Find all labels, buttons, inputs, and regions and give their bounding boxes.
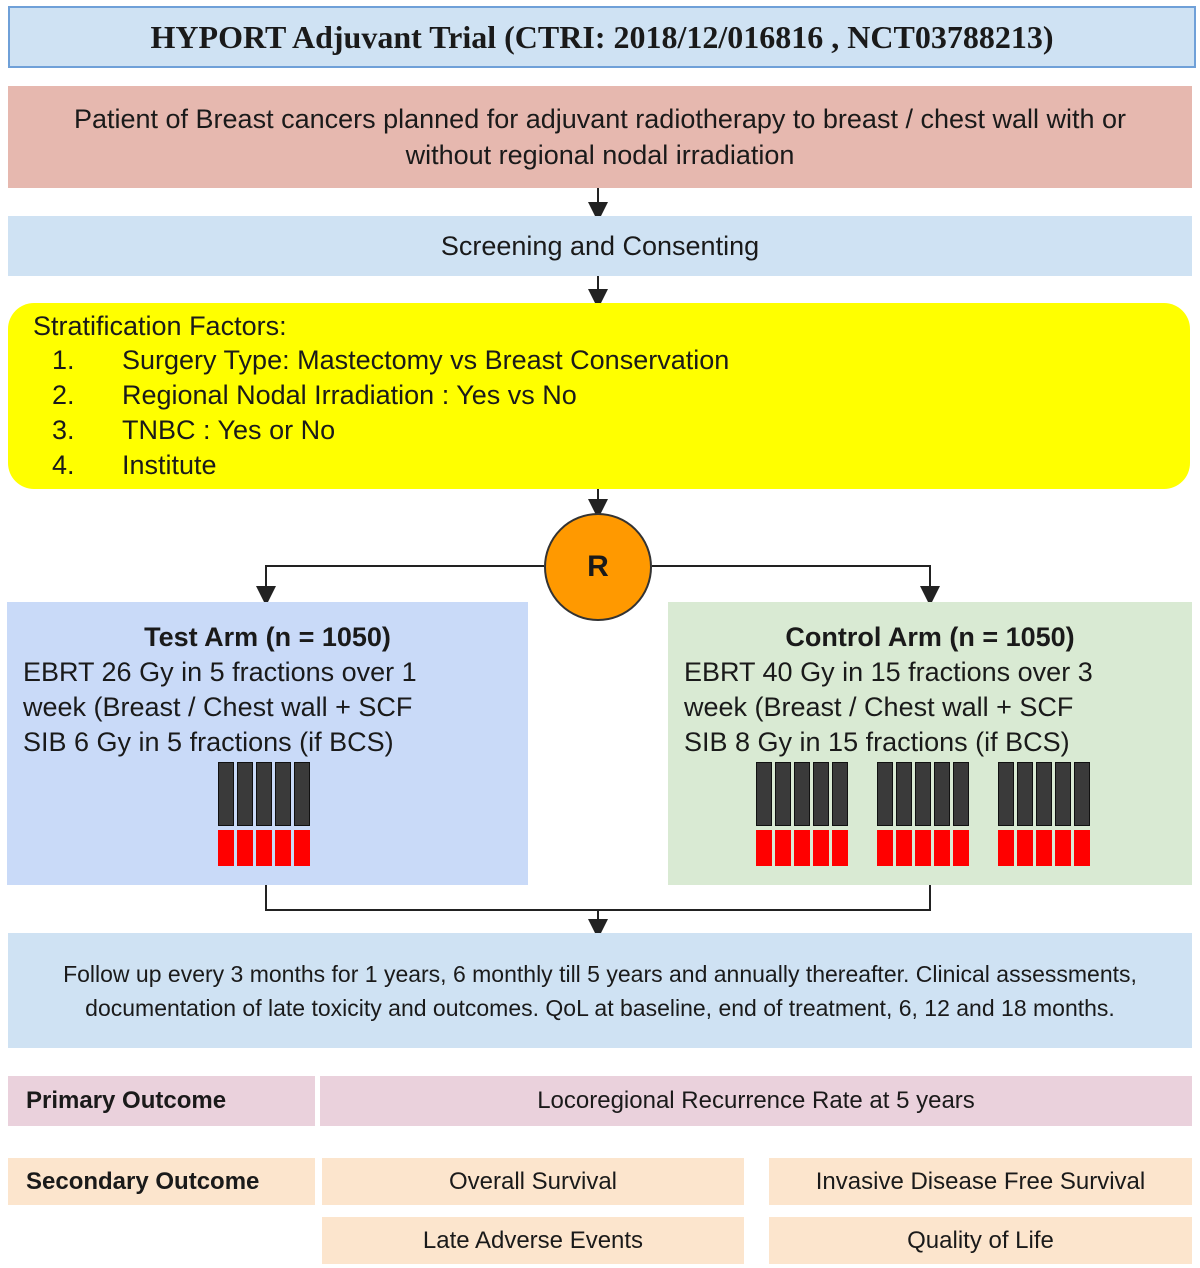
control-arm-title: Control Arm (n = 1050) — [785, 622, 1075, 652]
control-sib-fraction-bar — [953, 830, 969, 866]
control-arm-line: EBRT 40 Gy in 15 fractions over 3 — [684, 657, 1093, 687]
control-sib-fraction-bar — [915, 830, 931, 866]
test-ebrt-fraction-bar — [256, 762, 272, 826]
control-ebrt-fraction-bar — [915, 762, 931, 826]
patient-eligibility-box: Patient of Breast cancers planned for adjuvant radiotherapy to breast / chest wall with or without regional nodal irradiation — [8, 86, 1192, 188]
randomization-circle: R — [544, 513, 652, 621]
test-sib-fraction-bar — [275, 830, 291, 866]
control-ebrt-fraction-bar — [1036, 762, 1052, 826]
arrow-random-to-test — [266, 566, 544, 596]
control-ebrt-fraction-bar — [756, 762, 772, 826]
test-arm-line: EBRT 26 Gy in 5 fractions over 1 — [23, 657, 417, 687]
test-sib-fraction-bar — [294, 830, 310, 866]
control-sib-fraction-bar — [832, 830, 848, 866]
strat-number: 4. — [52, 450, 75, 480]
primary-outcome-label: Primary Outcome — [8, 1076, 315, 1126]
test-arm-box — [7, 602, 528, 885]
strat-text: TNBC : Yes or No — [122, 415, 336, 445]
test-fraction-schedule — [218, 762, 313, 866]
stratification-box — [8, 303, 1190, 489]
arrow-random-to-control — [652, 566, 930, 596]
control-ebrt-fraction-bar — [998, 762, 1014, 826]
control-sib-fraction-bar — [877, 830, 893, 866]
control-sib-fraction-bar — [794, 830, 810, 866]
secondary-outcome-item: Invasive Disease Free Survival — [769, 1158, 1192, 1205]
control-sib-fraction-bar — [1074, 830, 1090, 866]
control-arm-line: week (Breast / Chest wall + SCF — [684, 692, 1074, 722]
control-arm-line: SIB 8 Gy in 15 fractions (if BCS) — [684, 727, 1070, 757]
arms-merge-line — [266, 885, 930, 910]
control-ebrt-fraction-bar — [775, 762, 791, 826]
control-week-group — [998, 762, 1093, 866]
strat-item — [52, 345, 729, 376]
control-ebrt-fraction-bar — [1055, 762, 1071, 826]
control-ebrt-fraction-bar — [953, 762, 969, 826]
control-sib-fraction-bar — [1036, 830, 1052, 866]
strat-text: Institute — [122, 450, 217, 480]
secondary-outcome-item: Overall Survival — [322, 1158, 744, 1205]
trial-title: HYPORT Adjuvant Trial (CTRI: 2018/12/016816 , NCT03788213) — [8, 6, 1196, 68]
follow-up-box: Follow up every 3 months for 1 years, 6 monthly till 5 years and annually thereafter. Clinical assessments, documentation of late toxicity and outcomes. QoL at baseline, end of treatment, 6, 12 and 18 months. — [8, 933, 1192, 1048]
secondary-outcome-label: Secondary Outcome — [8, 1158, 315, 1205]
control-arm-box — [668, 602, 1192, 885]
control-ebrt-fraction-bar — [1017, 762, 1033, 826]
control-ebrt-fraction-bar — [896, 762, 912, 826]
control-week-group — [877, 762, 972, 866]
control-sib-fraction-bar — [934, 830, 950, 866]
control-ebrt-fraction-bar — [877, 762, 893, 826]
control-ebrt-fraction-bar — [1074, 762, 1090, 826]
strat-item — [52, 415, 335, 446]
control-sib-fraction-bar — [896, 830, 912, 866]
control-sib-fraction-bar — [775, 830, 791, 866]
test-week-group — [218, 762, 313, 866]
test-arm-title: Test Arm (n = 1050) — [144, 622, 391, 652]
control-sib-fraction-bar — [756, 830, 772, 866]
control-week-group — [756, 762, 851, 866]
strat-text: Surgery Type: Mastectomy vs Breast Conservation — [122, 345, 730, 375]
control-sib-fraction-bar — [998, 830, 1014, 866]
test-sib-fraction-bar — [237, 830, 253, 866]
strat-number: 2. — [52, 380, 75, 410]
test-ebrt-fraction-bar — [237, 762, 253, 826]
test-ebrt-fraction-bar — [218, 762, 234, 826]
stratification-heading: Stratification Factors: — [33, 311, 287, 341]
control-sib-fraction-bar — [813, 830, 829, 866]
control-ebrt-fraction-bar — [934, 762, 950, 826]
control-sib-fraction-bar — [1017, 830, 1033, 866]
secondary-outcome-item: Quality of Life — [769, 1217, 1192, 1264]
test-ebrt-fraction-bar — [294, 762, 310, 826]
strat-item — [52, 450, 217, 481]
control-ebrt-fraction-bar — [832, 762, 848, 826]
control-fraction-schedule — [756, 762, 1093, 866]
strat-number: 3. — [52, 415, 75, 445]
test-sib-fraction-bar — [256, 830, 272, 866]
test-sib-fraction-bar — [218, 830, 234, 866]
test-arm-line: SIB 6 Gy in 5 fractions (if BCS) — [23, 727, 394, 757]
test-arm-line: week (Breast / Chest wall + SCF — [23, 692, 413, 722]
strat-text: Regional Nodal Irradiation : Yes vs No — [122, 380, 577, 410]
test-ebrt-fraction-bar — [275, 762, 291, 826]
secondary-outcome-item: Late Adverse Events — [322, 1217, 744, 1264]
strat-number: 1. — [52, 345, 75, 375]
control-ebrt-fraction-bar — [794, 762, 810, 826]
control-ebrt-fraction-bar — [813, 762, 829, 826]
screening-box: Screening and Consenting — [8, 216, 1192, 276]
strat-item — [52, 380, 577, 411]
primary-outcome-value: Locoregional Recurrence Rate at 5 years — [320, 1076, 1192, 1126]
control-sib-fraction-bar — [1055, 830, 1071, 866]
